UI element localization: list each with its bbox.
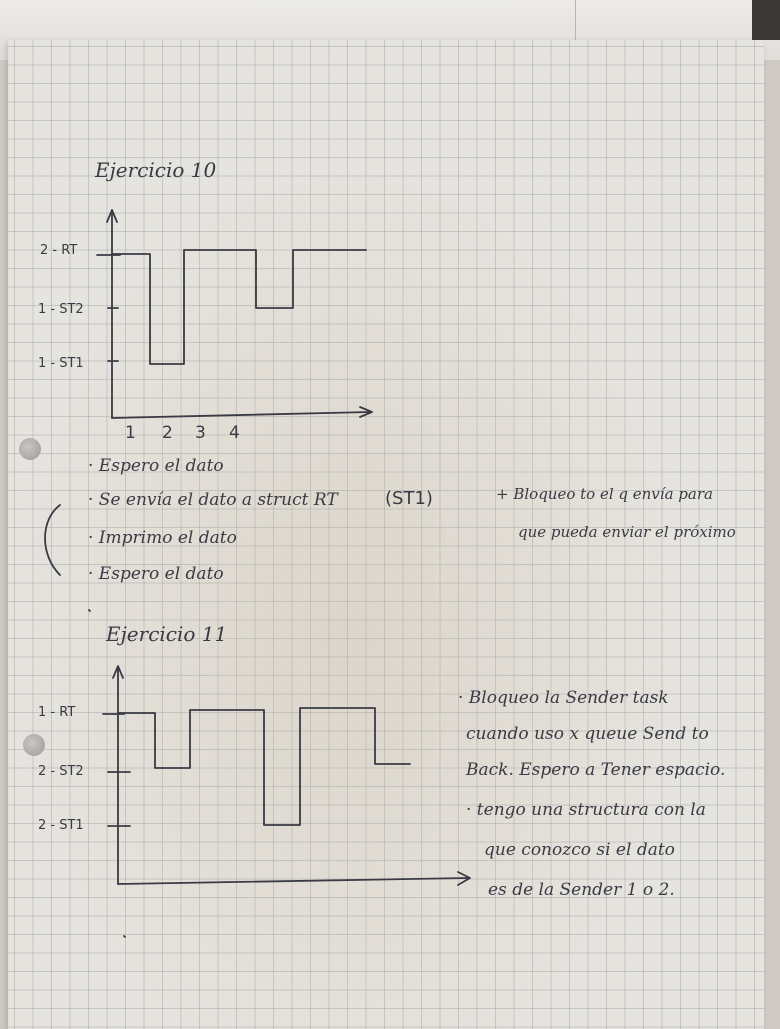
ex10-st-tag: (ST1) bbox=[385, 488, 433, 509]
ex11-y-label-st2: 2 - ST2 bbox=[38, 764, 84, 779]
ex10-side-note-2: que pueda enviar el próximo bbox=[518, 523, 736, 541]
ex10-x-label-1: 1 bbox=[125, 423, 136, 443]
ex10-stray-dot bbox=[89, 610, 90, 611]
ex10-bullet-4: · Espero el dato bbox=[88, 564, 224, 584]
exercise10-title: Ejercicio 10 bbox=[95, 158, 217, 182]
ex11-stray-dot bbox=[124, 936, 125, 937]
ex11-side-note-4: · tengo una structura con la bbox=[466, 800, 706, 820]
ex10-bracket bbox=[45, 505, 60, 575]
exercise11-title: Ejercicio 11 bbox=[106, 622, 228, 646]
ex10-side-note-1: + Bloqueo to el q envía para bbox=[496, 485, 713, 503]
ex10-y-label-st2: 1 - ST2 bbox=[38, 302, 84, 317]
ex11-x-axis bbox=[118, 878, 468, 884]
ex11-side-note-5: que conozco si el dato bbox=[484, 840, 675, 860]
ex10-bullet-2: · Se envía el dato a struct RT bbox=[88, 490, 338, 510]
ex11-side-note-3: Back. Espero a Tener espacio. bbox=[466, 760, 726, 780]
ex10-x-axis bbox=[112, 412, 370, 418]
ex11-side-note-2: cuando uso x queue Send to bbox=[466, 724, 709, 744]
ex10-waveform bbox=[112, 250, 366, 364]
ex10-y-label-rt: 2 - RT bbox=[40, 243, 78, 258]
ex10-y-label-st1: 1 - ST1 bbox=[38, 356, 84, 371]
ex11-y-label-rt: 1 - RT bbox=[38, 705, 76, 720]
ex11-waveform bbox=[118, 708, 410, 825]
ex10-bullet-3: · Imprimo el dato bbox=[88, 528, 237, 548]
ex11-y-label-st1: 2 - ST1 bbox=[38, 818, 84, 833]
ex10-x-label-2: 2 bbox=[162, 423, 173, 443]
ex10-bullet-1: · Espero el dato bbox=[88, 456, 224, 476]
ex10-x-label-4: 4 bbox=[229, 423, 240, 443]
ex11-side-note-1: · Bloqueo la Sender task bbox=[458, 688, 669, 708]
ex10-x-label-3: 3 bbox=[195, 423, 206, 443]
ex11-side-note-6: es de la Sender 1 o 2. bbox=[488, 880, 675, 900]
